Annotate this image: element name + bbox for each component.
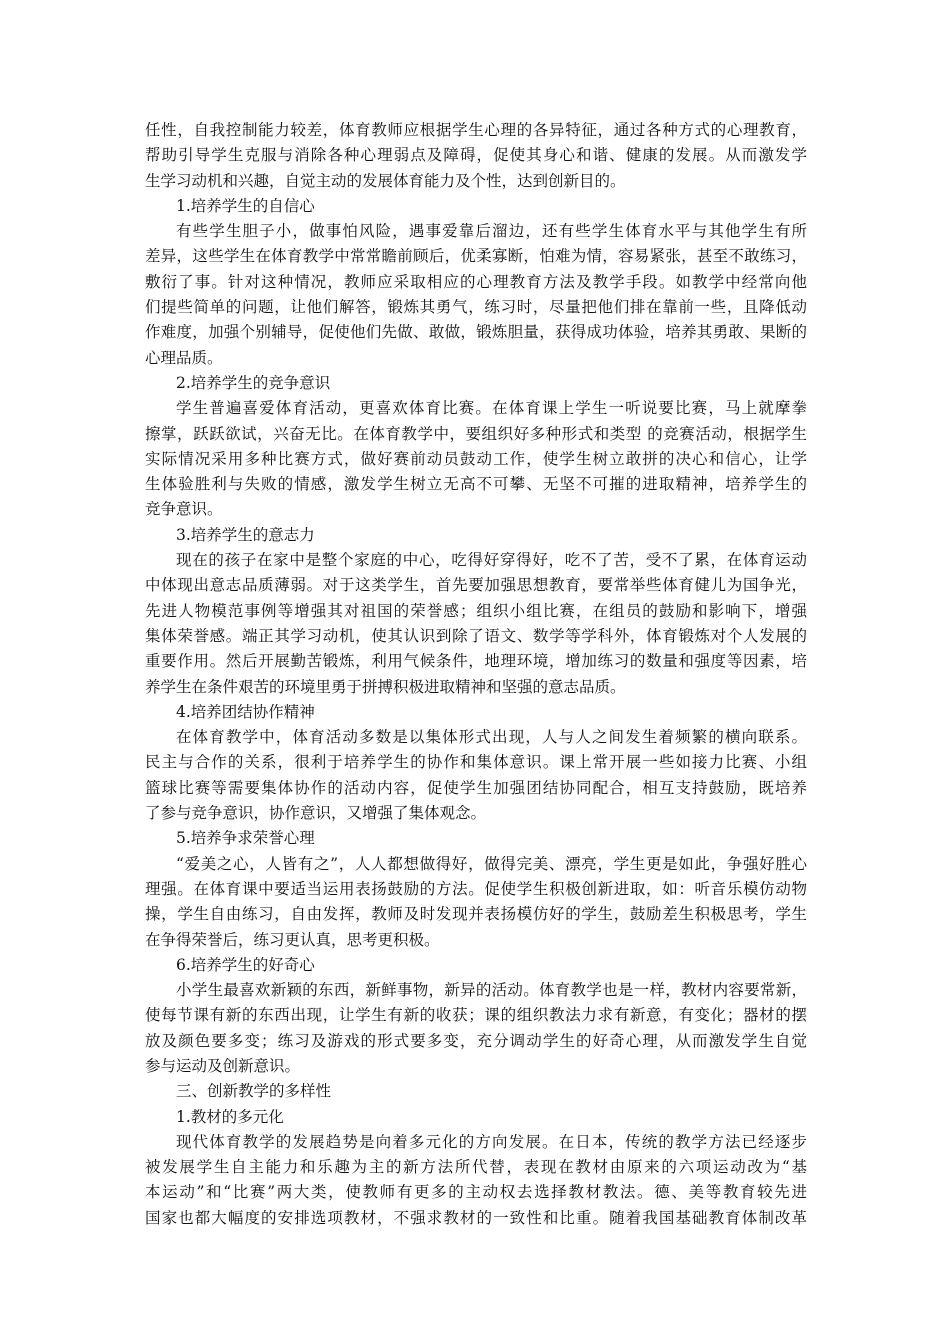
text-line: 先进人物模范事例等增强其对祖国的荣誉感；组织小组比赛，在组员的鼓励和影响下，增强	[145, 601, 807, 620]
text-line: 使每节课有新的东西出现，让学生有新的收获；课的组织教法力求有新意，有变化；器材的摆	[145, 1006, 807, 1025]
text-line: 小学生最喜欢新颖的东西，新鲜事物，新异的活动。体育教学也是一样，教材内容要常新，	[176, 981, 807, 1000]
section-heading: 5.培养争求荣誉心理	[176, 829, 315, 848]
text-line: 帮助引导学生克服与消除各种心理弱点及障碍，促使其身心和谐、健康的发展。从而激发学	[145, 146, 807, 165]
text-line: 生体验胜利与失败的情感，激发学生树立无高不可攀、无坚不可摧的进取精神，培养学生的	[145, 475, 807, 494]
text-line: 们提些简单的问题，让他们解答，锻炼其勇气，练习时，尽量把他们排在靠前一些，且降低动	[145, 298, 807, 317]
text-line: 有些学生胆子小，做事怕风险，遇事爱靠后溜边，还有些学生体育水平与其他学生有所	[176, 222, 807, 241]
section-paragraph	[145, 219, 807, 371]
section-paragraph	[145, 548, 807, 700]
text-line: 参与运动及创新意识。	[145, 1056, 301, 1075]
text-line: 任性，自我控制能力较差，体育教师应根据学生心理的各异特征，通过各种方式的心理教育，	[145, 121, 807, 139]
text-line: 作难度，加强个别辅导，促使他们先做、敢做，锻炼胆量，获得成功体验，培养其勇敢、果断的	[145, 323, 807, 342]
text-line: 在争得荣誉后，练习更认真，思考更积极。	[145, 930, 440, 949]
section-heading: 4.培养团结协作精神	[176, 702, 315, 721]
text-line: 国家也都大幅度的安排选项教材，不强求教材的一致性和比重。随着我国基础教育体制改革	[145, 1208, 807, 1227]
text-line: 学生普遍喜爱体育活动，更喜欢体育比赛。在体育课上学生一听说要比赛，马上就摩拳	[176, 399, 807, 418]
document-page	[145, 118, 807, 1231]
intro-paragraph	[145, 118, 807, 194]
section-heading: 1.教材的多元化	[176, 1107, 284, 1126]
text-line: 操，学生自由练习，自由发挥，教师及时发现并表扬模仿好的学生，鼓励差生积极思考，学生	[145, 905, 807, 924]
text-line: “爱美之心，人皆有之”，人人都想做得好，做得完美、漂亮，学生更是如此，争强好胜心	[176, 854, 807, 873]
text-line: 实际情况采用多种比赛方式，做好赛前动员鼓动工作，使学生树立敢拼的决心和信心，让学	[145, 449, 807, 468]
section-heading: 6.培养学生的好奇心	[176, 955, 315, 974]
section-paragraph	[145, 852, 807, 953]
part-heading: 三、创新教学的多样性	[176, 1082, 332, 1101]
text-line: 集体荣誉感。端正其学习动机，使其认识到除了语文、数学等学科外，体育锻炼对个人发展的	[145, 626, 807, 645]
text-line: 被发展学生自主能力和乐趣为主的新方法所代替，表现在教材由原来的六项运动改为“基	[145, 1158, 807, 1177]
section-paragraph	[145, 725, 807, 826]
text-line: 差异，这些学生在体育教学中常常瞻前顾后，优柔寡断，怕难为情，容易紧张，甚至不敢练习，	[145, 247, 807, 266]
text-line: 放及颜色要多变；练习及游戏的形式要多变，充分调动学生的好奇心理，从而激发学生自觉	[145, 1031, 807, 1050]
text-line: 养学生在条件艰苦的环境里勇于拼搏积极进取精神和坚强的意志品质。	[145, 677, 626, 696]
text-line: 在体育教学中，体育活动多数是以集体形式出现，人与人之间发生着频繁的横向联系。	[176, 728, 807, 747]
section-heading: 2.培养学生的竞争意识	[176, 373, 331, 392]
text-line: 民主与合作的关系，很利于培养学生的协作和集体意识。课上常开展一些如接力比赛、小组	[145, 753, 807, 772]
section-heading: 1.培养学生的自信心	[176, 196, 315, 215]
text-line: 现代体育教学的发展趋势是向着多元化的方向发展。在日本，传统的教学方法已经逐步	[176, 1132, 807, 1151]
text-line: 竞争意识。	[145, 500, 223, 519]
text-line: 心理品质。	[145, 348, 223, 367]
text-line: 本运动”和“比赛”两大类，使教师有更多的主动权去选择教材教法。德、美等教育较先进	[145, 1183, 807, 1202]
text-line: 现在的孩子在家中是整个家庭的中心，吃得好穿得好，吃不了苦，受不了累，在体育运动	[176, 551, 807, 570]
text-line: 中体现出意志品质薄弱。对于这类学生，首先要加强思想教育，要常举些体育健儿为国争光，	[145, 576, 807, 595]
text-line: 重要作用。然后开展勤苦锻炼，利用气候条件，地理环境，增加练习的数量和强度等因素，培	[145, 652, 807, 671]
section-paragraph	[145, 396, 807, 522]
section-paragraph	[145, 1130, 807, 1231]
section-heading: 3.培养学生的意志力	[176, 525, 315, 544]
text-line: 生学习动机和兴趣，自觉主动的发展体育能力及个性，达到创新目的。	[145, 171, 626, 190]
text-line: 了参与竞争意识，协作意识，又增强了集体观念。	[145, 804, 487, 823]
text-line: 理强。在体育课中要适当运用表扬鼓励的方法。促使学生积极创新进取，如：听音乐模仿动物	[145, 879, 807, 898]
text-line: 擦掌，跃跃欲试，兴奋无比。在体育教学中，要组织好多种形式和类型 的竞赛活动，根据学生	[145, 424, 807, 443]
section-paragraph	[145, 978, 807, 1079]
text-line: 篮球比赛等需要集体协作的活动内容，促使学生加强团结协同配合，相互支持鼓励，既培养	[145, 778, 807, 797]
text-line: 敷衍了事。针对这种情况，教师应采取相应的心理教育方法及教学手段。如教学中经常向他	[145, 272, 807, 291]
